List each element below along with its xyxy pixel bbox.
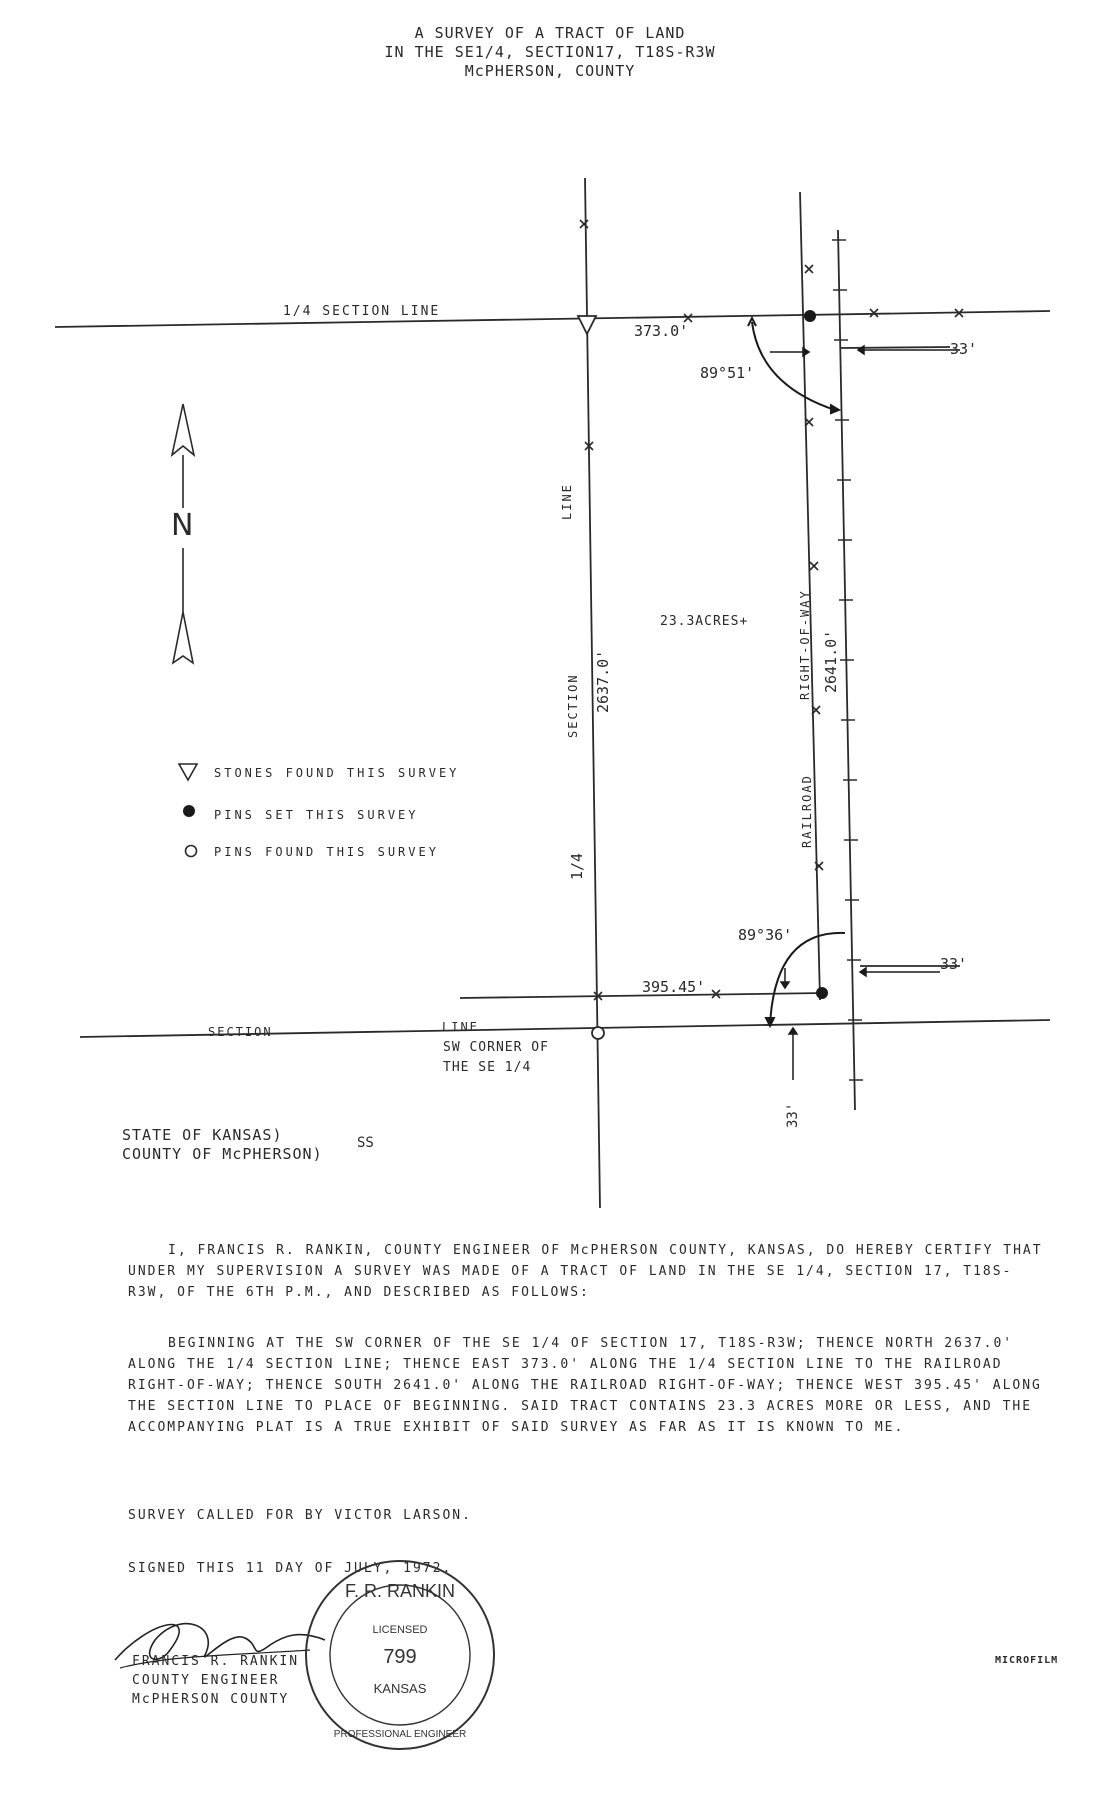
signer-county: McPHERSON COUNTY xyxy=(132,1692,290,1707)
dim-south: 395.45' xyxy=(642,978,706,996)
sw-corner-label-2: THE SE 1/4 xyxy=(443,1060,532,1075)
venue-block xyxy=(122,1126,323,1164)
legend-pin-set-icon xyxy=(183,805,195,817)
offset-ne: 33' xyxy=(950,340,978,358)
svg-text:KANSAS: KANSAS xyxy=(373,1681,427,1696)
line-label-vertical: LINE xyxy=(560,483,574,520)
venue-ss: SS xyxy=(357,1135,374,1151)
quarter-label-vertical: 1/4 xyxy=(568,852,586,880)
dim-west: 2637.0' xyxy=(594,649,612,713)
venue-county: COUNTY OF McPHERSON) xyxy=(122,1145,323,1163)
legend-stones: STONES FOUND THIS SURVEY xyxy=(214,766,460,780)
section-label-vertical: SECTION xyxy=(566,673,580,738)
title-line-1: A SURVEY OF A TRACT OF LAND xyxy=(414,24,686,42)
dim-north: 373.0' xyxy=(634,322,689,340)
pin-found-sw xyxy=(592,1027,604,1039)
stone-found-marker xyxy=(578,316,596,334)
legend-stone-icon xyxy=(179,764,197,780)
legend-pin-found-icon xyxy=(186,846,197,857)
pin-set-se xyxy=(816,987,828,999)
legend-pins-found: PINS FOUND THIS SURVEY xyxy=(214,845,439,859)
signature-block xyxy=(132,1652,299,1709)
svg-text:799: 799 xyxy=(383,1646,417,1668)
section-line-label-right: LINE xyxy=(442,1020,479,1034)
certification-text: I, FRANCIS R. RANKIN, COUNTY ENGINEER OF McPHERSON COUNTY, KANSAS, DO HEREBY CERTIFY THAT UNDER MY SUPERVISION A SURVEY WAS MADE OF A TRACT OF LAND IN THE SE 1/4, SECTION 17, T18S-R3W, OF THE 6TH P.M., AND DESCRIBED AS FOLLOWS: xyxy=(128,1243,1043,1300)
signer-title: COUNTY ENGINEER xyxy=(132,1673,280,1688)
signed-date: SIGNED THIS 11 DAY OF JULY, 1972. xyxy=(128,1561,453,1576)
certification-paragraph xyxy=(128,1240,1048,1303)
description-text: BEGINNING AT THE SW CORNER OF THE SE 1/4 OF SECTION 17, T18S-R3W; THENCE NORTH 2637.0' ALONG THE 1/4 SECTION LINE; THENCE EAST 373.0' ALONG THE 1/4 SECTION LINE TO THE RAILROAD RIGHT-OF-WAY; THENCE SOUTH 2641.0' ALONG THE RAILROAD RIGHT-OF-WAY; THENCE WEST 395.45' ALONG THE SECTION LINE TO PLACE OF BEGINNING. SAID TRACT CONTAINS 23.3 ACRES MORE OR LESS, AND THE ACCOMPANYING PLAT IS A TRUE EXHIBIT OF SAID SURVEY AS FAR AS IT IS KNOWN TO ME. xyxy=(128,1336,1042,1435)
legend-pins-set: PINS SET THIS SURVEY xyxy=(214,808,419,822)
row-label-vertical: RIGHT-OF-WAY xyxy=(798,589,812,700)
offset-se: 33' xyxy=(940,955,968,973)
quarter-section-line xyxy=(55,311,1050,327)
quarter-section-line-label: 1/4 SECTION LINE xyxy=(283,304,441,319)
north-letter: N xyxy=(171,508,194,543)
venue-state: STATE OF KANSAS) xyxy=(122,1126,283,1144)
svg-text:PROFESSIONAL ENGINEER: PROFESSIONAL ENGINEER xyxy=(333,1729,467,1740)
section-line-label-left: SECTION xyxy=(208,1025,273,1039)
called-for: SURVEY CALLED FOR BY VICTOR LARSON. xyxy=(128,1508,472,1523)
description-paragraph xyxy=(128,1333,1048,1438)
angle-ne: 89°51' xyxy=(700,364,755,382)
acres-label: 23.3ACRES+ xyxy=(660,614,749,629)
angle-se: 89°36' xyxy=(738,926,793,944)
railroad-line xyxy=(838,230,855,1110)
engineer-seal xyxy=(300,1555,500,1755)
dim-east: 2641.0' xyxy=(822,629,840,693)
railroad-label-vertical: RAILROAD xyxy=(800,774,814,848)
title-line-2: IN THE SE1/4, SECTION17, T18S-R3W xyxy=(384,43,716,61)
offset-south: 33' xyxy=(785,1102,801,1128)
svg-text:F. R. RANKIN: F. R. RANKIN xyxy=(344,1581,456,1601)
signer-name: FRANCIS R. RANKIN xyxy=(132,1654,300,1669)
svg-text:LICENSED: LICENSED xyxy=(372,1624,428,1636)
microfilm-stamp: MICROFILM xyxy=(995,1655,1059,1666)
pin-set-ne xyxy=(804,310,816,322)
sw-corner-label-1: SW CORNER OF xyxy=(443,1040,549,1055)
title-line-3: McPHERSON, COUNTY xyxy=(464,62,636,80)
